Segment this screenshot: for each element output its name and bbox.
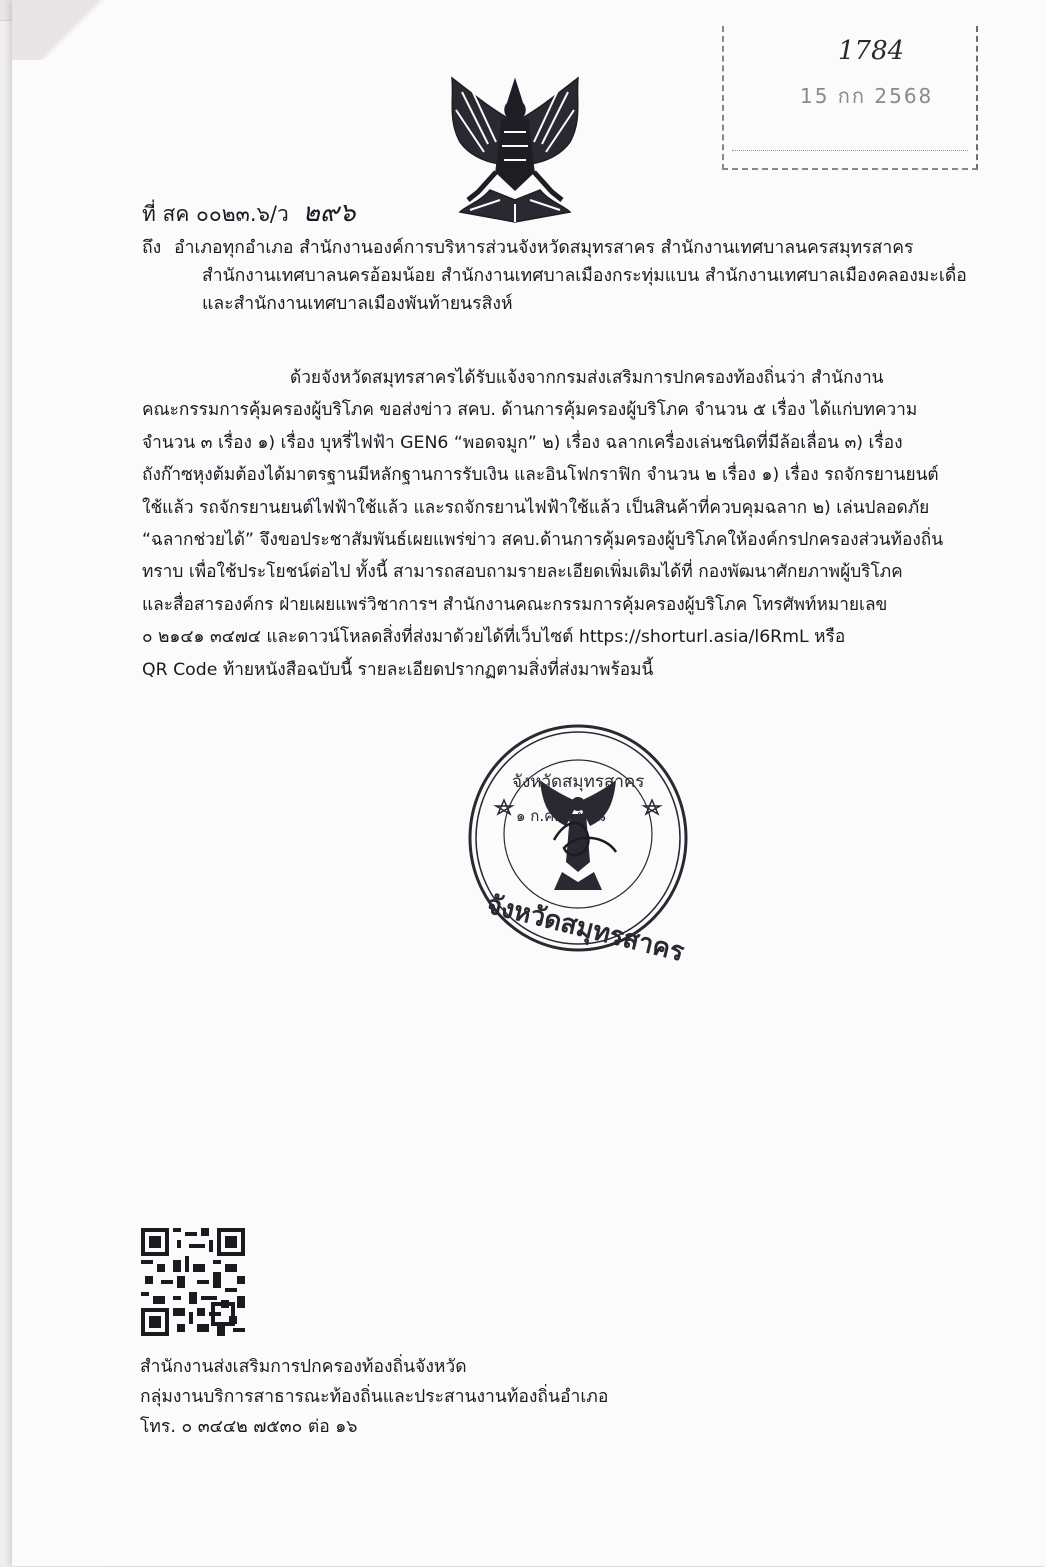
body-line: ๐ ๒๑๔๑ ๓๔๗๔ และดาวน์โหลดสิ่งที่ส่งมาด้วยได้ที่เว็บไซต์ https://shorturl.asia/l6RmL หรือ (142, 627, 846, 648)
addressee-line: อำเภอทุกอำเภอ สำนักงานองค์การบริหารส่วนจังหวัดสมุทรสาคร สำนักงานเทศบาลนครสมุทรสาคร (174, 238, 914, 258)
document-number-prefix: ที่ สค ๐๐๒๓.๖/ว (142, 202, 289, 226)
receive-number: 1784 (838, 36, 905, 66)
body-line: QR Code ท้ายหนังสือฉบับนี้ รายละเอียดปรากฏตามสิ่งที่ส่งมาพร้อมนี้ (142, 659, 654, 680)
body-line: “ฉลากช่วยได้” จึงขอประชาสัมพันธ์เผยแพร่ข่าว สคบ.ด้านการคุ้มครองผู้บริโภคให้องค์กรปกครองส่วนท้องถิ่น (142, 530, 944, 551)
footer-line-phone: โทร. ๐ ๓๔๔๒ ๗๕๓๐ ต่อ ๑๖ (140, 1417, 358, 1437)
body-line: และสื่อสารองค์กร ฝ่ายเผยแพร่วิชาการฯ สำนักงานคณะกรรมการคุ้มครองผู้บริโภค โทรศัพท์หมายเลข (142, 594, 888, 615)
body-paragraph (142, 362, 942, 686)
body-line: ด้วยจังหวัดสมุทรสาครได้รับแจ้งจากกรมส่งเสริมการปกครองท้องถิ่นว่า สำนักงาน (290, 368, 884, 388)
qr-code-icon[interactable] (141, 1228, 245, 1336)
addressee-line: สำนักงานเทศบาลนครอ้อมน้อย สำนักงานเทศบาลเมืองกระทุ่มแบน สำนักงานเทศบาลเมืองคลองมะเดื่อ (202, 266, 967, 286)
document-number-handwritten: ๒๙๖ (302, 198, 356, 228)
seal-top-text: จังหวัดสมุทรสาคร (512, 772, 645, 792)
document-number (142, 192, 355, 233)
body-line: ทราบ เพื่อใช้ประโยชน์ต่อไป ทั้งนี้ สามารถสอบถามรายละเอียดเพิ่มเติมได้ที่ กองพัฒนาศักยภาพผู้บริโภค (142, 562, 903, 583)
seal-date-text: ๑ ก.ค. ๒๕๖๘ (516, 807, 607, 825)
footer-contact (140, 1352, 608, 1442)
seal-bottom-text: จังหวัดสมุทรสาคร (483, 889, 688, 968)
receive-date: 15 กก 2568 (800, 84, 934, 108)
addressee-lines (174, 234, 967, 318)
receive-signature-line (732, 150, 968, 151)
body-line: จำนวน ๓ เรื่อง ๑) เรื่อง บุหรี่ไฟฟ้า GEN6 “พอดจมูก” ๒) เรื่อง ฉลากเครื่องเล่นชนิดที่มีล้อเลื่อน ๓) เรื่อง (142, 432, 903, 453)
body-line: ถังก๊าซหุงต้มต้องได้มาตรฐานมีหลักฐานการรับเงิน และอินโฟกราฟิก จำนวน ๒ เรื่อง ๑) เรื่อง รถจักรยานยนต์ (142, 465, 939, 486)
body-line: คณะกรรมการคุ้มครองผู้บริโภค ขอส่งข่าว สคบ. ด้านการคุ้มครองผู้บริโภค จำนวน ๕ เรื่อง ได้แก่บทความ (142, 400, 918, 421)
addressee-label: ถึง (142, 238, 162, 258)
footer-line-group: กลุ่มงานบริการสาธารณะท้องถิ่นและประสานงานท้องถิ่นอำเภอ (140, 1387, 609, 1407)
garuda-emblem-icon (440, 72, 590, 232)
body-line: ใช้แล้ว รถจักรยานยนต์ไฟฟ้าใช้แล้ว และรถจักรยานไฟฟ้าใช้แล้ว เป็นสินค้าที่ควบคุมฉลาก ๒) เล่นปลอดภัย (142, 497, 930, 518)
footer-line-office: สำนักงานส่งเสริมการปกครองท้องถิ่นจังหวัด (140, 1357, 467, 1377)
addressee-line: และสำนักงานเทศบาลเมืองพันท้ายนรสิงห์ (202, 294, 513, 314)
